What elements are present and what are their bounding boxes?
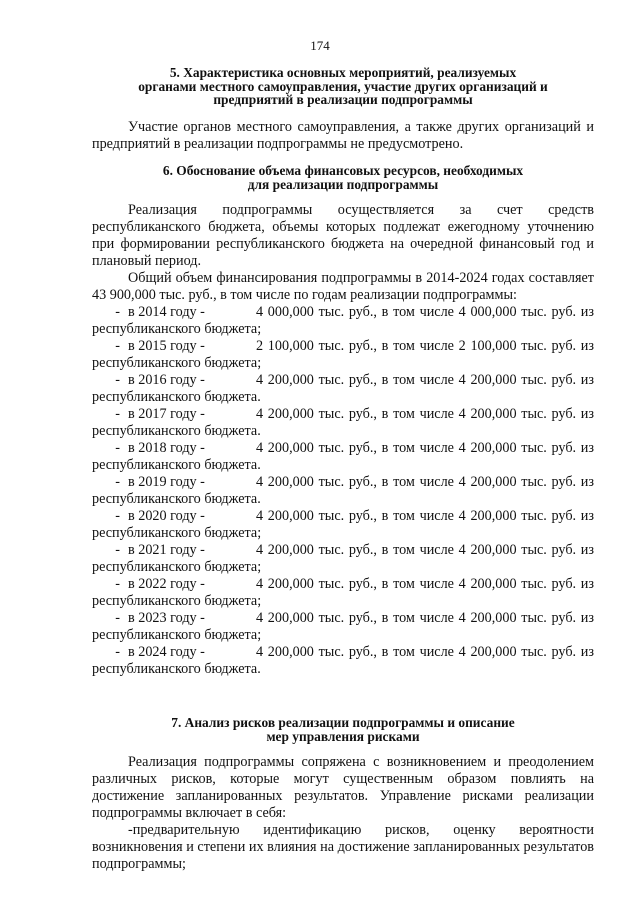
- section-5-paragraph: Участие органов местного самоуправления, а также других организаций и предприятий в реализации подпрограммы не предусмотрено.: [92, 118, 594, 152]
- funding-year-label: в 2023 году -: [128, 610, 205, 626]
- funding-year-item: [92, 474, 594, 508]
- funding-year-amount: 4 200,000 тыс. руб., в том числе 4 200,000 тыс. руб. из: [256, 610, 594, 626]
- funding-year-amount: 4 200,000 тыс. руб., в том числе 4 200,000 тыс. руб. из: [256, 372, 594, 388]
- funding-year-label: в 2022 году -: [128, 576, 205, 592]
- funding-year-source: республиканского бюджета;: [92, 355, 262, 371]
- funding-year-label: в 2015 году -: [128, 338, 205, 354]
- section-6-paragraph-1: Реализация подпрограммы осуществляется за счет средств республиканского бюджета, объемы которых подлежат ежегодному уточнению при формировании республиканского бюджета на очередной финансовый год и плановый период.: [92, 202, 594, 269]
- funding-year-item: [92, 576, 594, 610]
- heading-line: мер управления рисками: [266, 728, 420, 744]
- funding-year-label: в 2024 году -: [128, 644, 205, 660]
- funding-year-item: [92, 304, 594, 338]
- funding-year-amount: 4 000,000 тыс. руб., в том числе 4 000,000 тыс. руб. из: [256, 304, 594, 320]
- funding-year-item: [92, 542, 594, 576]
- list-dash: -: [115, 338, 120, 354]
- heading-line: предприятий в реализации подпрограммы: [213, 92, 473, 107]
- funding-year-amount: 4 200,000 тыс. руб., в том числе 4 200,000 тыс. руб. из: [256, 440, 594, 456]
- heading-line: 7. Анализ рисков реализации подпрограммы и описание: [171, 715, 515, 730]
- funding-year-item: [92, 372, 594, 406]
- funding-year-amount: 4 200,000 тыс. руб., в том числе 4 200,000 тыс. руб. из: [256, 542, 594, 558]
- section-6-paragraph-2: Общий объем финансирования подпрограммы в 2014-2024 годах составляет 43 900,000 тыс. руб., в том числе по годам реализации подпрограммы:: [92, 270, 594, 303]
- funding-year-amount: 4 200,000 тыс. руб., в том числе 4 200,000 тыс. руб. из: [256, 576, 594, 592]
- funding-year-source: республиканского бюджета.: [92, 389, 261, 405]
- funding-year-label: в 2019 году -: [128, 474, 205, 490]
- funding-year-amount: 4 200,000 тыс. руб., в том числе 4 200,000 тыс. руб. из: [256, 644, 594, 660]
- funding-year-item: [92, 406, 594, 440]
- heading-line: для реализации подпрограммы: [247, 176, 439, 192]
- funding-year-source: республиканского бюджета.: [92, 457, 261, 473]
- funding-year-source: республиканского бюджета;: [92, 559, 262, 575]
- heading-line: 6. Обоснование объема финансовых ресурсов, необходимых: [162, 163, 524, 178]
- funding-year-label: в 2020 году -: [128, 508, 205, 524]
- section-6-heading: [92, 164, 594, 191]
- funding-year-source: республиканского бюджета;: [92, 627, 262, 643]
- funding-year-source: республиканского бюджета.: [92, 491, 261, 507]
- funding-year-source: республиканского бюджета.: [92, 661, 261, 677]
- list-dash: -: [115, 440, 120, 456]
- section-7-heading: [92, 716, 594, 743]
- heading-line: органами местного самоуправления, участие других организаций и: [138, 78, 548, 94]
- heading-line: 5. Характеристика основных мероприятий, реализуемых: [169, 65, 517, 80]
- funding-year-label: в 2017 году -: [128, 406, 205, 422]
- funding-year-item: [92, 440, 594, 474]
- list-dash: -: [115, 304, 120, 320]
- section-6: [92, 164, 594, 678]
- section-5-heading: [92, 66, 594, 107]
- list-dash: -: [115, 406, 120, 422]
- funding-year-source: республиканского бюджета;: [92, 525, 262, 541]
- list-dash: -: [115, 576, 120, 592]
- funding-year-amount: 4 200,000 тыс. руб., в том числе 4 200,000 тыс. руб. из: [256, 406, 594, 422]
- section-7-list-item: -предварительную идентификацию рисков, оценку вероятности возникновения и степени их влияния на достижение запланированных результатов подпрограммы;: [92, 822, 594, 872]
- funding-year-source: республиканского бюджета;: [92, 593, 262, 609]
- funding-year-label: в 2021 году -: [128, 542, 205, 558]
- funding-year-amount: 4 200,000 тыс. руб., в том числе 4 200,000 тыс. руб. из: [256, 508, 594, 524]
- funding-year-amount: 2 100,000 тыс. руб., в том числе 2 100,000 тыс. руб. из: [256, 338, 594, 354]
- funding-year-source: республиканского бюджета;: [92, 321, 262, 337]
- list-dash: -: [115, 644, 120, 660]
- section-7: [92, 716, 594, 873]
- funding-year-item: [92, 338, 594, 372]
- list-dash: -: [115, 474, 120, 490]
- funding-year-item: [92, 644, 594, 678]
- funding-year-label: в 2016 году -: [128, 372, 205, 388]
- funding-year-source: республиканского бюджета.: [92, 423, 261, 439]
- list-dash: -: [115, 610, 120, 626]
- page-number: 174: [310, 38, 330, 53]
- list-dash: -: [115, 542, 120, 558]
- funding-year-label: в 2018 году -: [128, 440, 205, 456]
- section-5: [92, 66, 594, 153]
- funding-years-list: [92, 304, 594, 678]
- list-dash: -: [115, 508, 120, 524]
- section-7-paragraph: Реализация подпрограммы сопряжена с возникновением и преодолением различных рисков, которые могут существенным образом повлиять на достижение запланированных результатов. Управление рисками реализации подпрограммы включает в себя:: [92, 754, 594, 821]
- funding-year-item: [92, 610, 594, 644]
- funding-year-amount: 4 200,000 тыс. руб., в том числе 4 200,000 тыс. руб. из: [256, 474, 594, 490]
- funding-year-item: [92, 508, 594, 542]
- list-dash: -: [115, 372, 120, 388]
- funding-year-label: в 2014 году -: [128, 304, 205, 320]
